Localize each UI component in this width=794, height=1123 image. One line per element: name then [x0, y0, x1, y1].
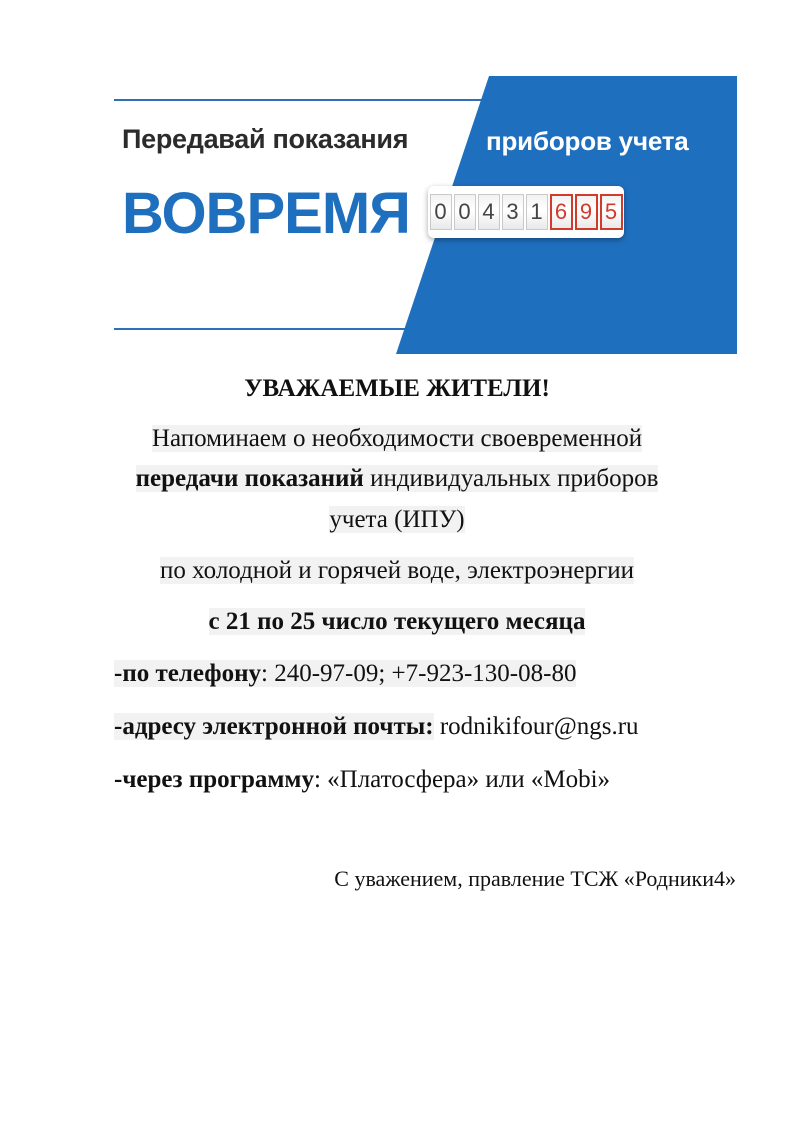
banner-top-line — [114, 99, 494, 101]
meter-digit: 0 — [454, 194, 476, 230]
method-app-value: «Платосфера» или «Mobi» — [327, 766, 611, 793]
banner-title: Передавай показания — [122, 124, 409, 154]
period-text: с 21 по 25 число текущего месяца — [208, 608, 586, 635]
intro-line-1-text: Напоминаем о необходимости своевременной — [151, 425, 643, 452]
meter-digit-red: 5 — [600, 194, 623, 230]
method-phone-label: -по телефону — [114, 660, 261, 687]
method-app — [114, 766, 610, 794]
meter-digit: 3 — [502, 194, 524, 230]
intro-line-3-text: учета (ИПУ) — [329, 506, 465, 533]
banner-image — [114, 76, 737, 354]
notice-intro-line-2 — [0, 465, 794, 493]
method-phone — [114, 660, 576, 688]
meter-digit: 1 — [526, 194, 548, 230]
method-separator: : — [261, 660, 275, 687]
banner-subtitle: приборов учета — [486, 126, 689, 156]
meter-digit: 4 — [478, 194, 500, 230]
meter-counter-icon — [428, 186, 624, 238]
banner-bottom-line — [114, 328, 414, 330]
intro-bold-text: передачи показаний — [135, 465, 364, 492]
meter-digit: 0 — [430, 194, 452, 230]
notice-resources — [0, 557, 794, 585]
meter-digit-red: 9 — [575, 194, 598, 230]
meter-digit-red: 6 — [550, 194, 573, 230]
signature: С уважением, правление ТСЖ «Родники4» — [334, 866, 736, 891]
method-phone-value: 240-97-09; +7-923-130-08-80 — [274, 660, 577, 687]
notice-intro-line-1 — [0, 425, 794, 453]
intro-line-2-text: индивидуальных приборов — [363, 465, 659, 492]
method-app-label: -через программу — [114, 766, 314, 793]
method-email — [114, 713, 639, 741]
method-separator: : — [313, 766, 328, 793]
method-email-value: rodnikifour@ngs.ru — [439, 713, 639, 740]
resources-text: по холодной и горячей воде, электроэнергии — [159, 557, 635, 584]
banner-headline: ВОВРЕМЯ — [122, 181, 410, 246]
method-email-label: -адресу электронной почты: — [114, 713, 434, 740]
notice-heading: УВАЖАЕМЫЕ ЖИТЕЛИ! — [244, 375, 550, 402]
notice-intro-line-3 — [0, 506, 794, 534]
notice-period — [0, 608, 794, 636]
